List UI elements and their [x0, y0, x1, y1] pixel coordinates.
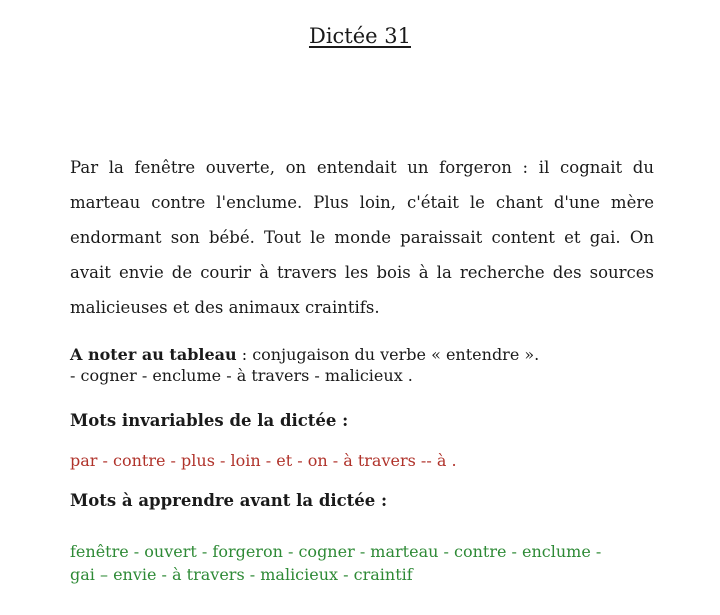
invariables-words: par - contre - plus - loin - et - on - à travers -- à . — [70, 451, 457, 470]
board-note-words: - cogner - enclume - à travers - malicieux . — [70, 366, 413, 385]
invariables-heading: Mots invariables de la dictée : — [70, 411, 349, 430]
board-note-label: A noter au tableau — [70, 345, 237, 364]
dictation-line: Par la fenêtre ouverte, on entendait un forgeron : il cognait du — [70, 158, 654, 177]
apprendre-heading: Mots à apprendre avant la dictée : — [70, 491, 388, 510]
apprendre-words — [70, 540, 654, 586]
dictation-line: avait envie de courir à travers les bois à la recherche des sources — [70, 263, 654, 282]
apprendre-line: gai – envie - à travers - malicieux - craintif — [70, 565, 413, 584]
board-note-line — [70, 344, 539, 365]
board-note — [70, 344, 539, 386]
document-title — [0, 22, 720, 50]
dictation-text — [70, 150, 654, 325]
document-title-text: Dictée 31 — [308, 24, 411, 48]
apprendre-line: fenêtre - ouvert - forgeron - cogner - marteau - contre - enclume - — [70, 542, 602, 561]
dictation-line: endormant son bébé. Tout le monde paraissait content et gai. On — [70, 228, 654, 247]
dictation-line: malicieuses et des animaux craintifs. — [70, 298, 380, 317]
board-note-text: : conjugaison du verbe « entendre ». — [236, 345, 540, 364]
dictation-line: marteau contre l'enclume. Plus loin, c'était le chant d'une mère — [70, 193, 654, 212]
